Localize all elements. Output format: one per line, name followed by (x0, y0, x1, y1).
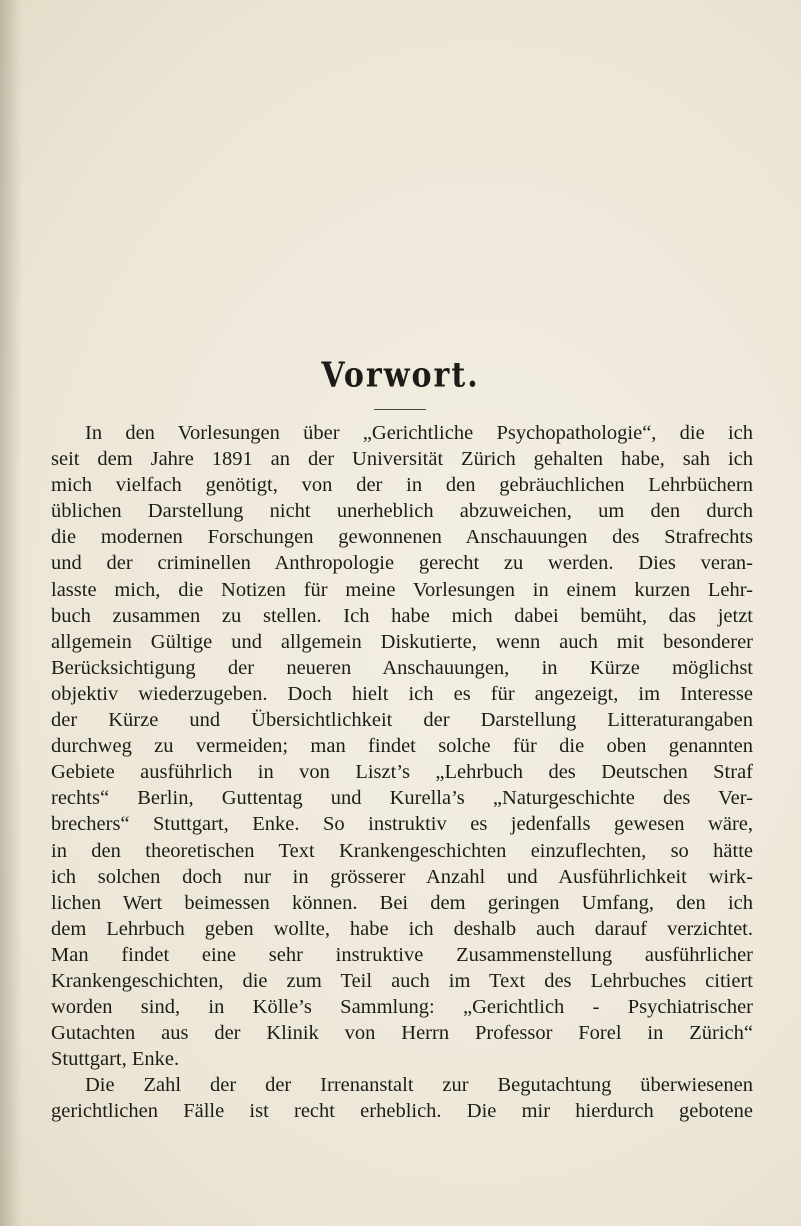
text-line: mich vielfach genötigt, von der in den gebräuchlichen Lehrbüchern (51, 474, 753, 497)
text-line: durchweg zu vermeiden; man findet solche für die oben genannten (51, 735, 753, 758)
text-line: lichen Wert beimessen können. Bei dem geringen Umfang, den ich (51, 891, 753, 914)
title-divider (374, 409, 426, 410)
text-line: und der criminellen Anthropologie gerecht zu werden. Dies veran- (51, 552, 753, 575)
text-line: gerichtlichen Fälle ist recht erheblich. Die mir hierdurch gebotene (51, 1100, 753, 1123)
text-line: seit dem Jahre 1891 an der Universität Zürich gehalten habe, sah ich (51, 448, 753, 471)
text-line: die modernen Forschungen gewonnenen Anschauungen des Strafrechts (51, 526, 753, 549)
text-line: in den theoretischen Text Krankengeschichten einzuflechten, so hätte (51, 839, 753, 862)
text-line: Berücksichtigung der neueren Anschauungen, in Kürze möglichst (51, 656, 753, 679)
body-text (51, 420, 753, 1125)
text-line: worden sind, in Kölle’s Sammlung: „Gerichtlich - Psychiatrischer (51, 996, 753, 1019)
paragraph-1 (51, 420, 753, 1072)
text-line: der Kürze und Übersichtlichkeit der Darstellung Litteraturangaben (51, 709, 753, 732)
text-line: Krankengeschichten, die zum Teil auch im Text des Lehrbuches citiert (51, 969, 753, 992)
text-line: dem Lehrbuch geben wollte, habe ich deshalb auch darauf verzichtet. (51, 917, 753, 940)
text-line: Die Zahl der der Irrenanstalt zur Begutachtung überwiesenen (85, 1074, 753, 1097)
page-title: Vorwort. (321, 355, 480, 396)
text-line: buch zusammen zu stellen. Ich habe mich dabei bemüht, das jetzt (51, 604, 753, 627)
page-gutter-shadow (0, 0, 22, 1226)
text-line: allgemein Gültige und allgemein Diskutierte, wenn auch mit besonderer (51, 630, 753, 653)
text-line: Gutachten aus der Klinik von Herrn Professor Forel in Zürich“ (51, 1022, 753, 1045)
text-line: brechers“ Stuttgart, Enke. So instruktiv es jedenfalls gewesen wäre, (51, 813, 753, 836)
text-line: objektiv wiederzugeben. Doch hielt ich es für angezeigt, im Interesse (51, 682, 753, 705)
text-line: ich solchen doch nur in grösserer Anzahl und Ausführlichkeit wirk- (51, 865, 753, 888)
text-line: Stuttgart, Enke. (51, 1048, 180, 1071)
text-line: In den Vorlesungen über „Gerichtliche Psychopathologie“, die ich (85, 422, 753, 444)
text-line: Gebiete ausführlich in von Liszt’s „Lehrbuch des Deutschen Straf (51, 761, 753, 784)
text-line: üblichen Darstellung nicht unerheblich abzuweichen, um den durch (51, 500, 753, 523)
text-line: Man findet eine sehr instruktive Zusammenstellung ausführlicher (51, 943, 753, 966)
text-line: lasste mich, die Notizen für meine Vorlesungen in einem kurzen Lehr- (51, 578, 753, 601)
text-line: rechts“ Berlin, Guttentag und Kurella’s „Naturgeschichte des Ver- (51, 787, 753, 810)
paragraph-2 (51, 1072, 753, 1124)
